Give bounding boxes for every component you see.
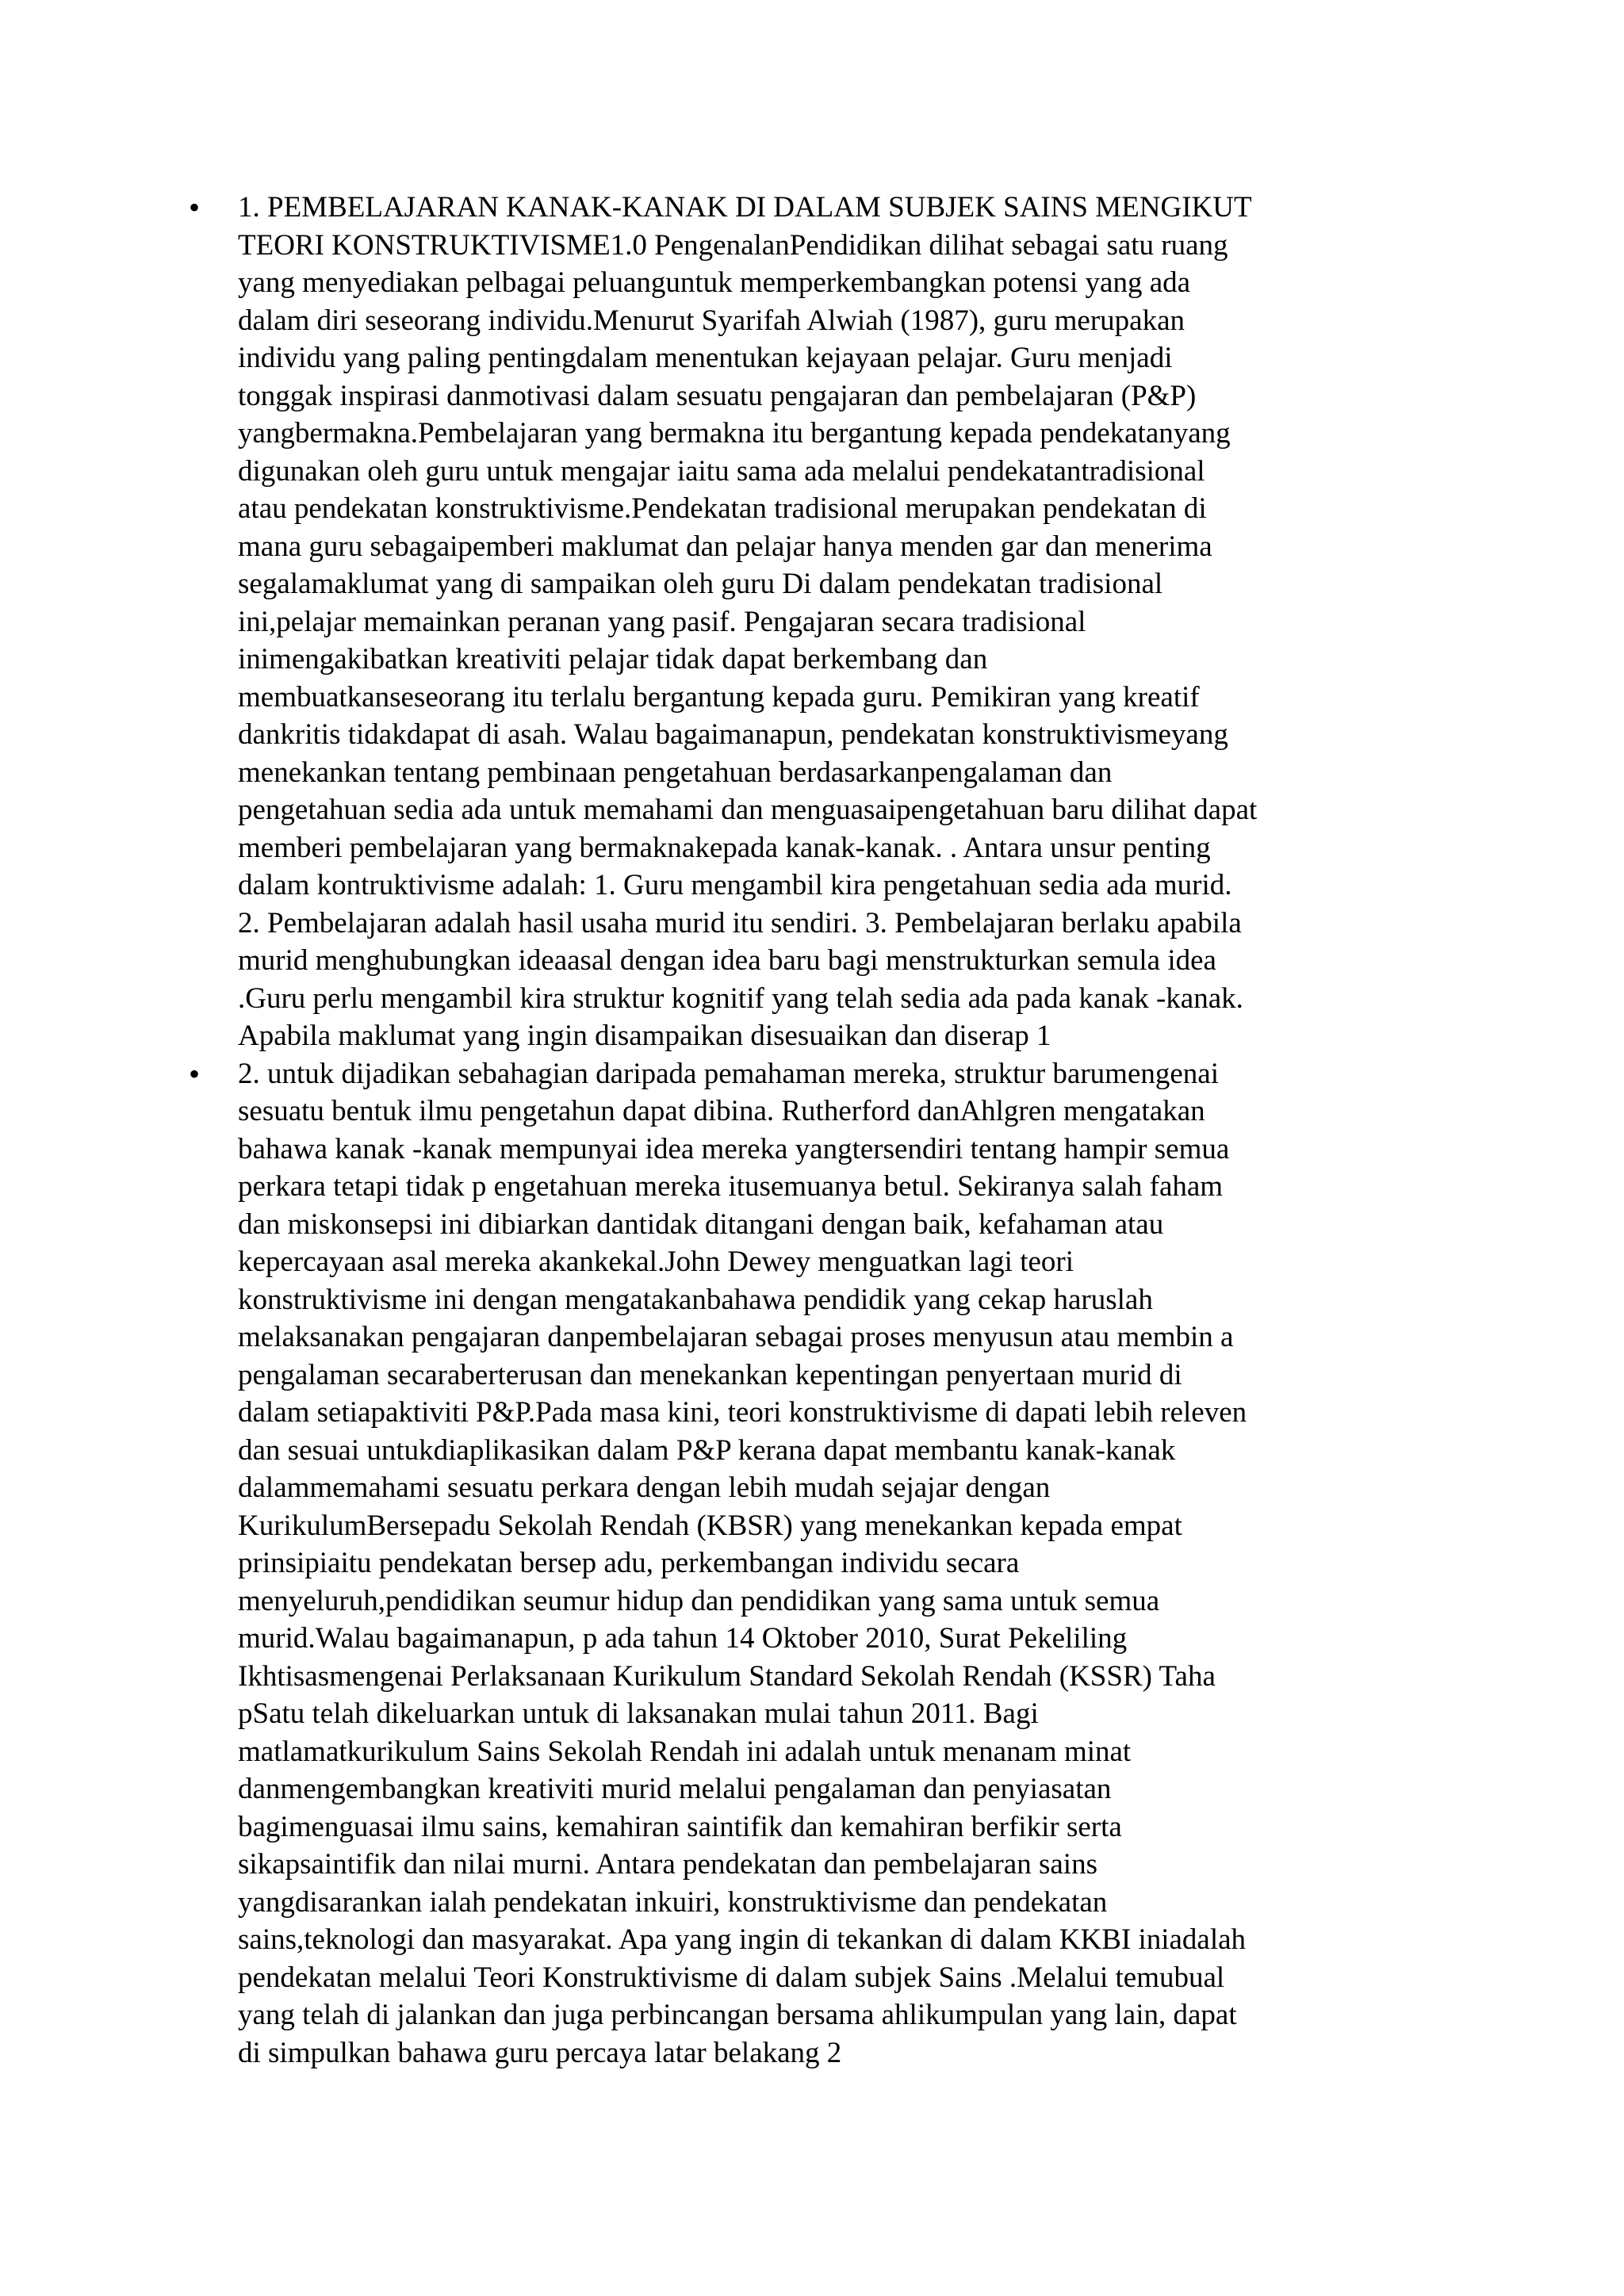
text-line: mana guru sebagaipemberi maklumat dan pelajar hanya menden gar dan menerima — [238, 530, 1212, 563]
text-line: yang telah di jalankan dan juga perbincangan bersama ahlikumpulan yang lain, dapat — [238, 1999, 1237, 2031]
text-line: bahawa kanak -kanak mempunyai idea mereka yangtersendiri tentang hampir semua — [238, 1132, 1230, 1165]
text-line: inimengakibatkan kreativiti pelajar tidak dapat berkembang dan — [238, 643, 988, 675]
bullet-paragraph — [189, 1055, 1442, 2072]
text-line: 1. PEMBELAJARAN KANAK-KANAK DI DALAM SUBJEK SAINS MENGIKUT — [238, 191, 1252, 224]
text-line: dalam kontruktivisme adalah: 1. Guru mengambil kira pengetahuan sedia ada murid. — [238, 869, 1232, 901]
bullet-dot-icon: • — [189, 1055, 201, 1092]
text-line: Ikhtisasmengenai Perlaksanaan Kurikulum Standard Sekolah Rendah (KSSR) Taha — [238, 1659, 1216, 1693]
text-line: sikapsaintifik dan nilai murni. Antara pendekatan dan pembelajaran sains — [238, 1848, 1097, 1881]
text-line: melaksanakan pengajaran danpembelajaran sebagai proses menyusun atau membin a — [238, 1321, 1234, 1353]
text-line: dalam diri seseorang individu.Menurut Syarifah Alwiah (1987), guru merupakan — [238, 304, 1185, 337]
text-line: bagimenguasai ilmu sains, kemahiran saintifik dan kemahiran berfikir serta — [238, 1810, 1122, 1843]
text-line: membuatkanseseorang itu terlalu bergantung kepada guru. Pemikiran yang kreatif — [238, 680, 1200, 714]
text-line: perkara tetapi tidak p engetahuan mereka itusemuanya betul. Sekiranya salah faham — [238, 1170, 1224, 1203]
text-line: murid menghubungkan ideaasal dengan idea baru bagi menstrukturkan semula idea — [238, 944, 1216, 977]
text-line: yang menyediakan pelbagai peluanguntuk memperkembangkan potensi yang ada — [238, 266, 1191, 299]
text-line: sains,teknologi dan masyarakat. Apa yang ingin di tekankan di dalam KKBI iniadalah — [238, 1923, 1247, 1956]
text-line: di simpulkan bahawa guru percaya latar belakang 2 — [238, 2036, 842, 2069]
paragraph-text — [238, 1055, 1442, 2072]
text-line: sesuatu bentuk ilmu pengetahun dapat dibina. Rutherford danAhlgren mengatakan — [238, 1095, 1205, 1127]
text-line: prinsipiaitu pendekatan bersep adu, perkembangan individu secara — [238, 1547, 1020, 1579]
text-line: Apabila maklumat yang ingin disampaikan disesuaikan dan diserap 1 — [238, 1020, 1051, 1052]
text-line: ini,pelajar memainkan peranan yang pasif. Pengajaran secara tradisional — [238, 605, 1086, 638]
text-line: menyeluruh,pendidikan seumur hidup dan pendidikan yang sama untuk semua — [238, 1584, 1160, 1617]
text-line: pengalaman secaraberterusan dan menekankan kepentingan penyertaan murid di — [238, 1358, 1182, 1391]
text-line: pendekatan melalui Teori Konstruktivisme di dalam subjek Sains .Melalui temubual — [238, 1961, 1225, 1994]
text-line: .Guru perlu mengambil kira struktur kognitif yang telah sedia ada pada kanak -kanak. — [238, 982, 1243, 1015]
text-line: KurikulumBersepadu Sekolah Rendah (KBSR) yang menekankan kepada empat — [238, 1509, 1182, 1542]
text-line: dan miskonsepsi ini dibiarkan dantidak ditangani dengan baik, kefahaman atau — [238, 1207, 1164, 1241]
text-line: dankritis tidakdapat di asah. Walau bagaimanapun, pendekatan konstruktivismeyang — [238, 718, 1228, 751]
text-line: murid.Walau bagaimanapun, p ada tahun 14 Oktober 2010, Surat Pekeliling — [238, 1622, 1128, 1655]
text-line: dalammemahami sesuatu perkara dengan lebih mudah sejajar dengan — [238, 1471, 1051, 1504]
text-line: pSatu telah dikeluarkan untuk di laksanakan mulai tahun 2011. Bagi — [238, 1697, 1039, 1730]
text-line: segalamaklumat yang di sampaikan oleh guru Di dalam pendekatan tradisional — [238, 568, 1163, 600]
paragraph-text — [238, 189, 1442, 1055]
text-line: 2. Pembelajaran adalah hasil usaha murid itu sendiri. 3. Pembelajaran berlaku apabila — [238, 906, 1242, 939]
text-line: 2. untuk dijadikan sebahagian daripada pemahaman mereka, struktur barumengenai — [238, 1057, 1219, 1090]
text-line: atau pendekatan konstruktivisme.Pendekatan tradisional merupakan pendekatan di — [238, 492, 1207, 525]
text-line: pengetahuan sedia ada untuk memahami dan menguasaipengetahuan baru dilihat dapat — [238, 794, 1258, 826]
text-line: individu yang paling pentingdalam menentukan kejayaan pelajar. Guru menjadi — [238, 342, 1173, 374]
text-line: matlamatkurikulum Sains Sekolah Rendah ini adalah untuk menanam minat — [238, 1735, 1132, 1768]
bullet-list — [189, 189, 1442, 2072]
text-line: memberi pembelajaran yang bermaknakepada kanak-kanak. . Antara unsur penting — [238, 831, 1211, 864]
text-line: yangdisarankan ialah pendekatan inkuiri, konstruktivisme dan pendekatan — [238, 1885, 1108, 1919]
text-line: digunakan oleh guru untuk mengajar iaitu sama ada melalui pendekatantradisional — [238, 454, 1205, 488]
bullet-paragraph — [189, 189, 1442, 1055]
text-line: dan sesuai untukdiaplikasikan dalam P&P kerana dapat membantu kanak-kanak — [238, 1433, 1176, 1467]
bullet-dot-icon: • — [189, 189, 201, 225]
text-line: kepercayaan asal mereka akankekal.John Dewey menguatkan lagi teori — [238, 1246, 1074, 1278]
text-line: TEORI KONSTRUKTIVISME1.0 PengenalanPendidikan dilihat sebagai satu ruang — [238, 228, 1228, 262]
text-line: tonggak inspirasi danmotivasi dalam sesuatu pengajaran dan pembelajaran (P&P) — [238, 379, 1197, 412]
text-line: konstruktivisme ini dengan mengatakanbahawa pendidik yang cekap haruslah — [238, 1283, 1153, 1316]
text-line: danmengembangkan kreativiti murid melalui pengalaman dan penyiasatan — [238, 1773, 1112, 1805]
text-line: dalam setiapaktiviti P&P.Pada masa kini, teori konstruktivisme di dapati lebih releven — [238, 1396, 1247, 1429]
text-line: yangbermakna.Pembelajaran yang bermakna itu bergantung kepada pendekatanyang — [238, 417, 1231, 450]
text-line: menekankan tentang pembinaan pengetahuan berdasarkanpengalaman dan — [238, 756, 1113, 789]
